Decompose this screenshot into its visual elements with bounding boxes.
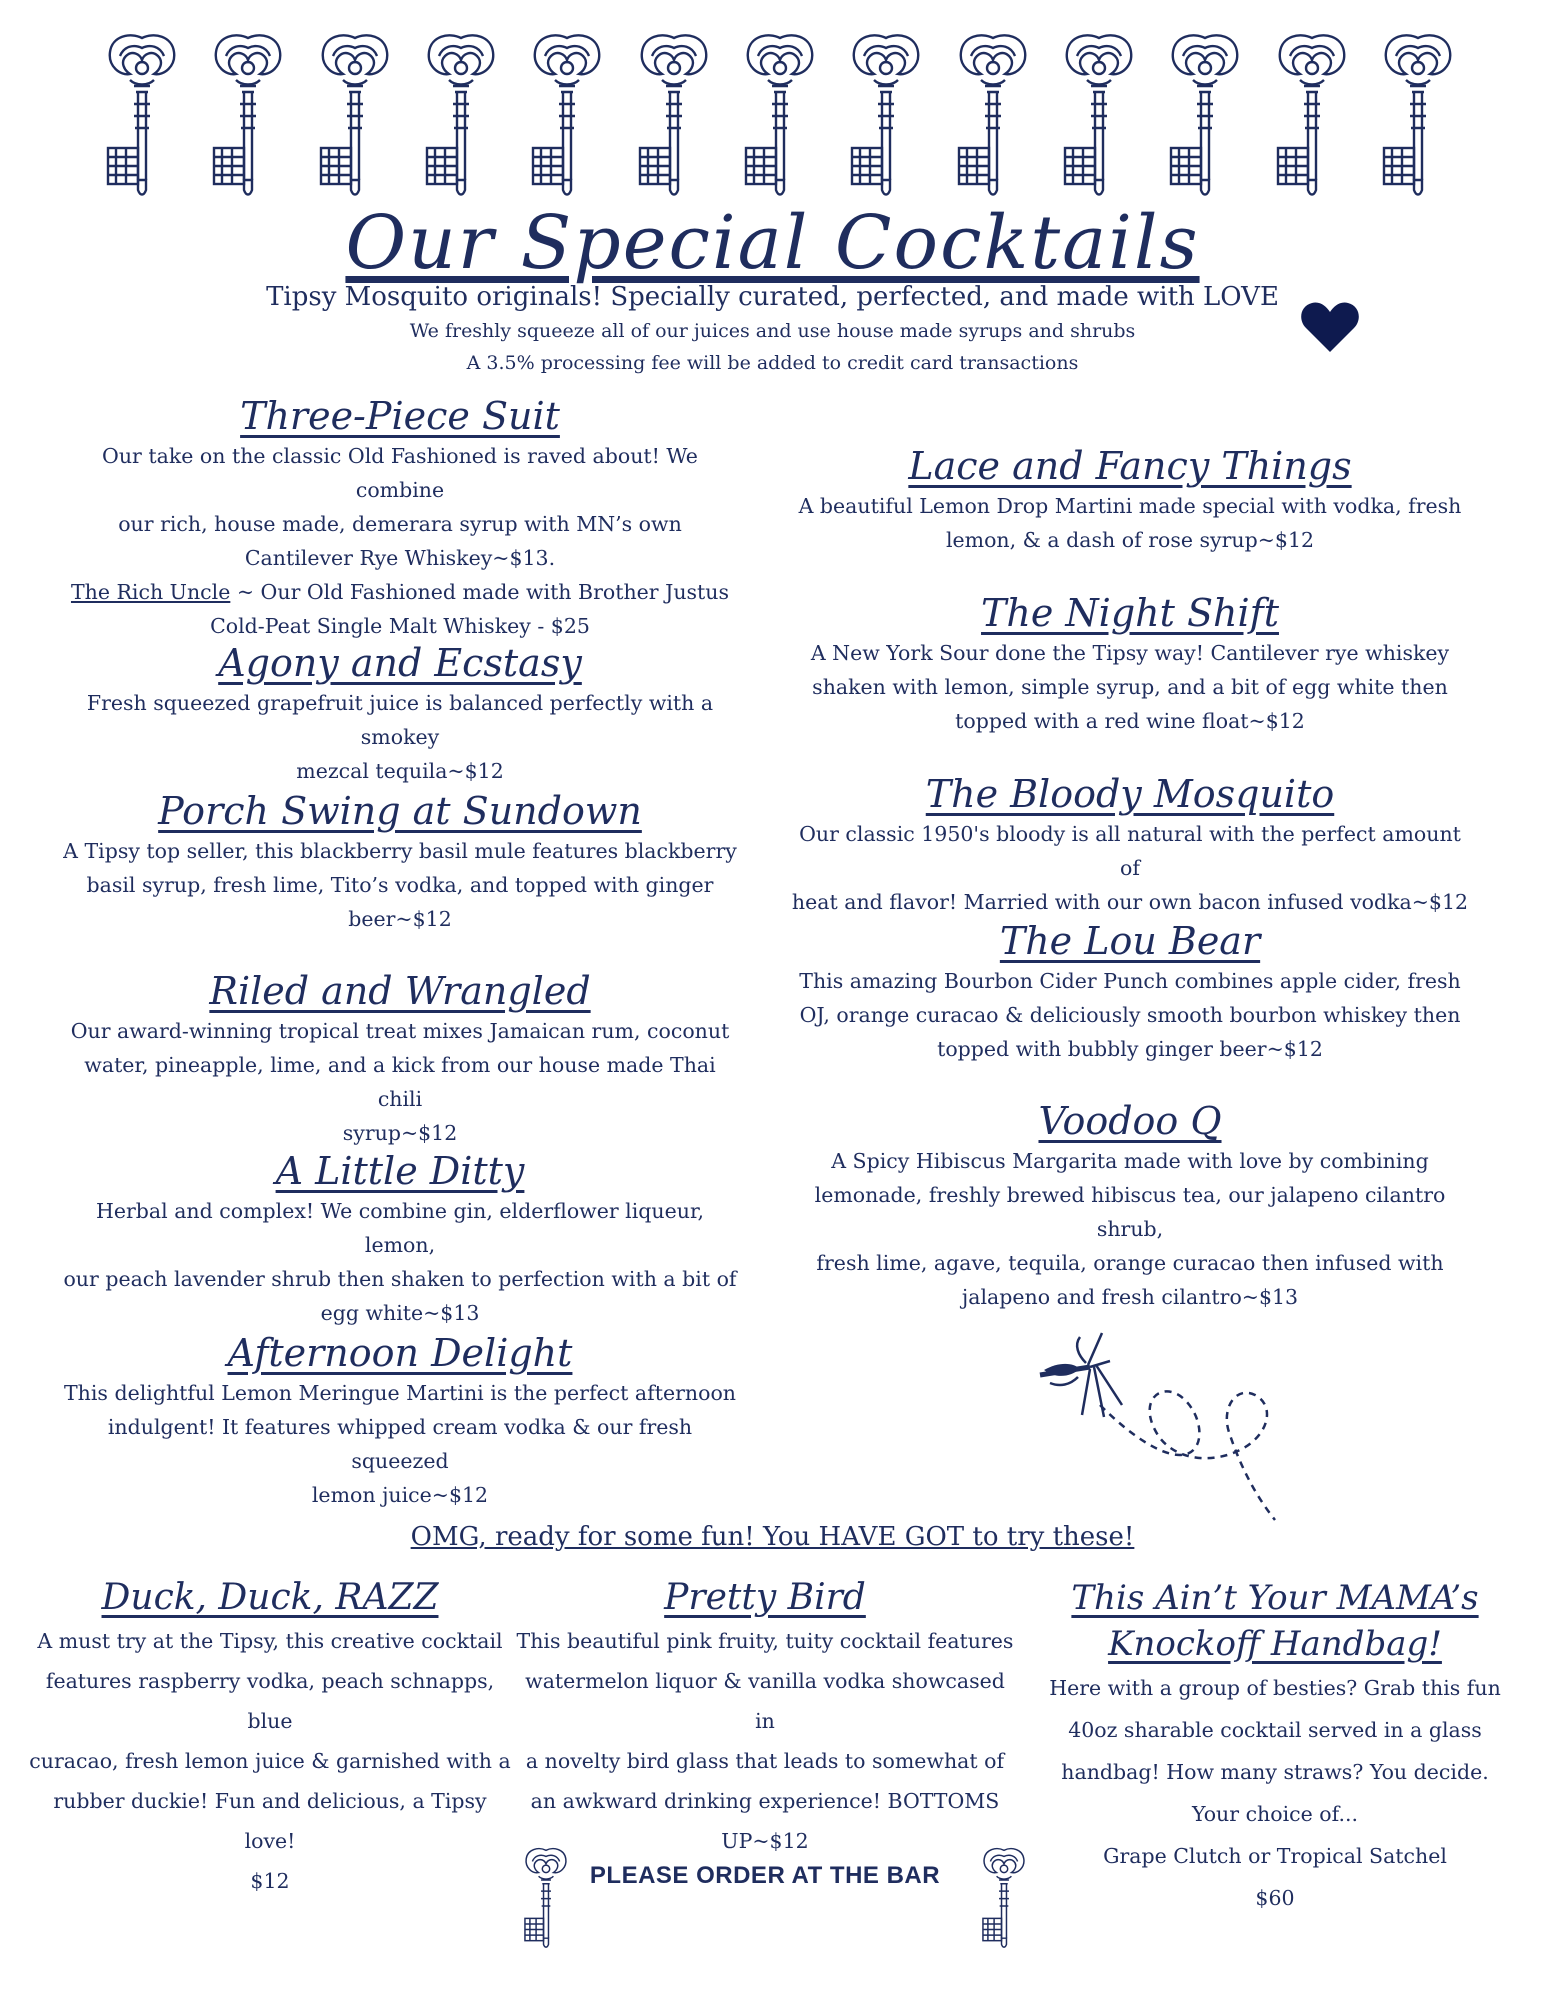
skeleton-key-icon [1270, 30, 1354, 205]
skeleton-key-icon [419, 30, 503, 205]
drink-description: A must try at the Tipsy, this creative cocktail features raspberry vodka, peach schnapps, blue curacao, fresh lemon juice & garnished with a rubber duckie! Fun and delicious, a Tipsy love! $12 [29, 1629, 511, 1893]
drink-description: Our classic 1950's bloody is all natural with the perfect amount of heat and flavor! Married with our own bacon infused vodka~$12 [791, 822, 1469, 914]
drink-three-piece-suit [60, 393, 740, 643]
page-title: Our Special Cocktails [345, 200, 1200, 286]
drink-name: Agony and Ecstasy [218, 641, 582, 685]
drink-a-little-ditty [60, 1148, 740, 1330]
order-at-bar-note: PLEASE ORDER AT THE BAR [589, 1862, 941, 1889]
juice-note: We freshly squeeze all of our juices and use house made syrups and shrubs [409, 320, 1136, 342]
drink-name: Three-Piece Suit [240, 394, 560, 438]
keys-border [100, 30, 1460, 205]
drink-name: Duck, Duck, RAZZ [101, 1577, 439, 1618]
skeleton-key-icon [632, 30, 716, 205]
drink-knockoff-handbag [1020, 1575, 1530, 1919]
rich-uncle-link: The Rich Uncle [70, 580, 231, 604]
drink-name: Lace and Fancy Things [908, 444, 1352, 488]
fee-note: A 3.5% processing fee will be added to credit card transactions [466, 352, 1079, 374]
drink-riled-and-wrangled [60, 968, 740, 1150]
skeleton-key-icon [951, 30, 1035, 205]
drink-description: A beautiful Lemon Drop Martini made special with vodka, fresh lemon, & a dash of rose syrup~$12 [798, 494, 1462, 552]
drink-description: Our award-winning tropical treat mixes Jamaican rum, coconut water, pineapple, lime, and a kick from our house made Thai chili syrup~$12 [70, 1019, 730, 1145]
skeleton-key-icon [1057, 30, 1141, 205]
drink-voodoo-q [790, 1098, 1470, 1314]
drink-pretty-bird [515, 1575, 1015, 1861]
page-subtitle: Tipsy Mosquito originals! Specially curated, perfected, and made with LOVE [266, 282, 1279, 312]
drink-description: This beautiful pink fruity, tuity cocktail features watermelon liquor & vanilla vodka showcased in a novelty bird glass that leads to somewhat of an awkward drinking experience! BOTTOMS UP~$12 [516, 1629, 1014, 1853]
drink-name: Voodoo Q [1038, 1099, 1222, 1143]
skeleton-key-icon [206, 30, 290, 205]
skeleton-key-icon [313, 30, 397, 205]
fun-heading: OMG, ready for some fun! You HAVE GOT to try these! [410, 1522, 1135, 1552]
skeleton-key-icon [100, 30, 184, 205]
drink-agony-and-ecstasy [60, 640, 740, 788]
drink-description: Herbal and complex! We combine gin, elderflower liqueur, lemon, our peach lavender shrub then shaken to perfection with a bit of egg white~$13 [63, 1199, 737, 1325]
drink-porch-swing [60, 788, 740, 936]
skeleton-key-icon [520, 1842, 572, 1957]
skeleton-key-icon [738, 30, 822, 205]
drink-description: Fresh squeezed grapefruit juice is balanced perfectly with a smokey mezcal tequila~$12 [86, 691, 714, 783]
heart-icon [1300, 300, 1360, 354]
drink-afternoon-delight [60, 1330, 740, 1512]
drink-name: The Bloody Mosquito [925, 772, 1335, 816]
mosquito-icon [1030, 1325, 1310, 1525]
drink-name: Riled and Wrangled [209, 969, 591, 1013]
drink-name: A Little Ditty [275, 1149, 525, 1193]
drink-name-line2: Knockoff Handbag! [1108, 1624, 1442, 1664]
drink-name: Pretty Bird [664, 1577, 866, 1618]
drink-description: Here with a group of besties? Grab this fun 40oz sharable cocktail served in a glass handbag! How many straws? You decide. Your choice of... Grape Clutch or Tropical Satchel $60 [1049, 1676, 1501, 1910]
drink-name: This Ain’t Your MAMA’s [1071, 1578, 1479, 1618]
drink-lace-and-fancy-things [790, 443, 1470, 557]
drink-description: A Tipsy top seller, this blackberry basil mule features blackberry basil syrup, fresh lime, Tito’s vodka, and topped with ginger beer~$12 [63, 839, 737, 931]
skeleton-key-icon [978, 1842, 1030, 1957]
drink-description: A New York Sour done the Tipsy way! Cantilever rye whiskey shaken with lemon, simple syrup, and a bit of egg white then topped with a red wine float~$12 [810, 641, 1450, 733]
drink-the-lou-bear [790, 918, 1470, 1066]
skeleton-key-icon [1376, 30, 1460, 205]
drink-name: Afternoon Delight [227, 1331, 573, 1375]
drink-name: Porch Swing at Sundown [158, 789, 642, 833]
drink-description: Our take on the classic Old Fashioned is raved about! We combine our rich, house made, demerara syrup with MN’s own Cantilever Rye Whiskey~$13. The Rich Uncle ~ Our Old Fashioned made with Brother Justus Cold-Peat Single Malt Whiskey - $25 [70, 444, 730, 638]
drink-description: A Spicy Hibiscus Margarita made with love by combining lemonade, freshly brewed hibiscus tea, our jalapeno cilantro shrub, fresh lime, agave, tequila, orange curacao then infused with jalapeno and fresh cilantro~$13 [814, 1149, 1446, 1309]
drink-description: This amazing Bourbon Cider Punch combines apple cider, fresh OJ, orange curacao & deliciously smooth bourbon whiskey then topped with bubbly ginger beer~$12 [799, 969, 1461, 1061]
drink-name: The Lou Bear [999, 919, 1261, 963]
drink-the-night-shift [790, 590, 1470, 738]
drink-duck-duck-razz [25, 1575, 515, 1901]
drink-description: This delightful Lemon Meringue Martini is the perfect afternoon indulgent! It features whipped cream vodka & our fresh squeezed lemon juice~$12 [63, 1381, 736, 1507]
skeleton-key-icon [525, 30, 609, 205]
skeleton-key-icon [1163, 30, 1247, 205]
drink-name: The Night Shift [981, 591, 1279, 635]
drink-the-bloody-mosquito [790, 771, 1470, 919]
skeleton-key-icon [844, 30, 928, 205]
